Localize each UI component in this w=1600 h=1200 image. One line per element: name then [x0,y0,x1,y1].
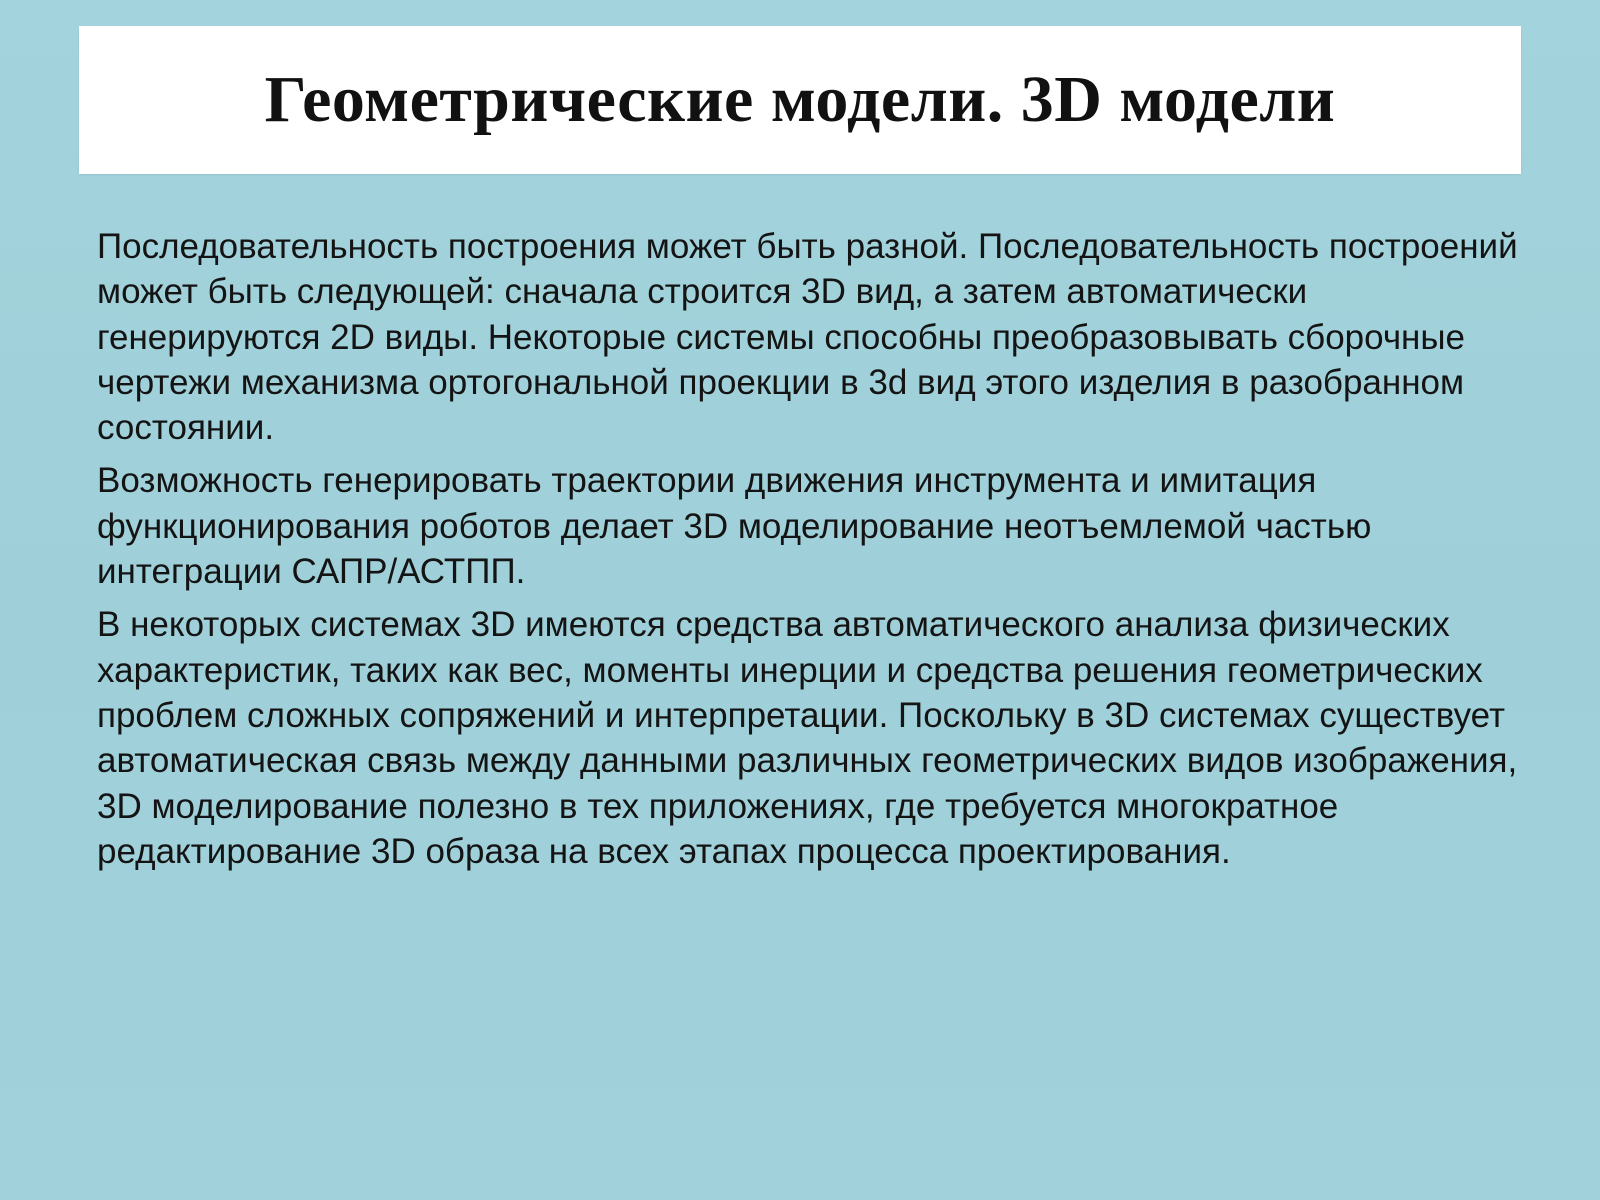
slide-title: Геометрические модели. 3D модели [264,63,1336,136]
title-box [79,26,1521,174]
paragraph-3: В некоторых системах 3D имеются средства автоматического анализа физических характеристик, таких как вес, моменты инерции и средства решения геометрических проблем сложных сопряжений и интерпретации. Поскольку в 3D системах существует автоматическая связь между данными различных геометрических видов изображения, 3D моделирование полезно в тех приложениях, где требуется многократное редактирование 3D образа на всех этапах процесса проектирования. [97,605,1518,871]
slide-body [97,224,1537,882]
paragraph-1: Последовательность построения может быть разной. Последовательность построений может быть следующей: сначала строится 3D вид, а затем автоматически генерируются 2D виды. Некоторые системы способны преобразовывать сборочные чертежи механизма ортогональной проекции в 3d вид этого изделия в разобранном состоянии. [97,227,1518,448]
paragraph-2: Возможность генерировать траектории движения инструмента и имитация функционирования роботов делает 3D моделирование неотъемлемой частью интеграции САПР/АСТПП. [97,461,1372,592]
